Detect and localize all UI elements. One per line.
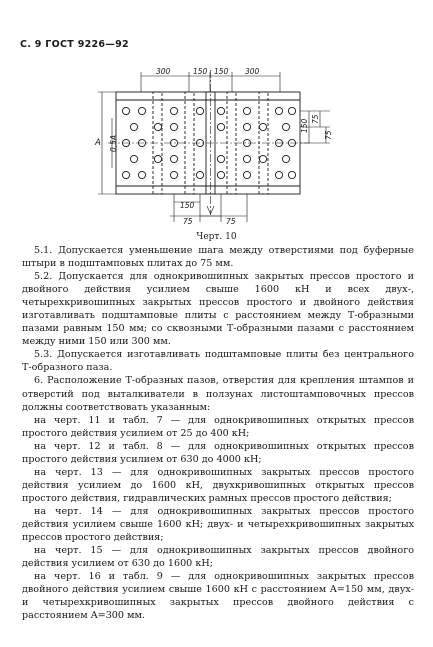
- page-header: С. 9 ГОСТ 9226—92: [20, 39, 129, 50]
- paragraph-5-3: 5.3. Допускается изготавливать подштамповые плиты без центрального Т-образного паза.: [22, 349, 414, 374]
- dim-top-mid-right: 150: [214, 67, 229, 76]
- dim-left-outer: A: [95, 138, 101, 148]
- paragraph-6: 6. Расположение Т-образных пазов, отверстия для крепления штампов и отверстий под выталкиватели в ползунах листоштамповочных прессов должны соответствовать указанным:: [22, 375, 414, 413]
- dim-right-b: 75: [311, 114, 320, 124]
- dim-top-left: 300: [156, 67, 171, 76]
- paragraph-5-2: 5.2. Допускается для однокривошипных закрытых прессов простого и двойного действия усилием свыше 1600 кН и всех двух-, четырехкривошипных закрытых прессов простого и двойного действия изготавливать подштамповые плиты с расстоянием между Т-образными пазами равным 150 мм; со сквозными Т-образными пазами с расстоянием между ними 150 или 300 мм.: [22, 271, 414, 348]
- paragraph-5-1: 5.1. Допускается уменьшение шага между отверстиями под буферные штыри в подштамповых плитах до 75 мм.: [22, 245, 414, 270]
- dim-bottom-right: 75: [226, 217, 236, 226]
- dim-left-inner: 0,5A: [109, 134, 118, 152]
- dim-right-c: 75: [324, 130, 333, 140]
- dim-right-a: 150: [300, 118, 309, 133]
- dim-bottom-top: 150: [180, 201, 195, 210]
- dim-top-right: 300: [245, 67, 260, 76]
- list-item-6: на черт. 16 и табл. 9 — для однокривошипных закрытых прессов двойного действия усилием свыше 1600 кН с расстоянием A=150 мм, двух- и четырехкривошипных закрытых прессов двойного действия с расстоянием A=300 мм.: [22, 571, 414, 622]
- list-item-4: на черт. 14 — для однокривошипных закрытых прессов простого действия усилием свыше 1600 кН; двух- и четырехкривошипных закрытых прессов простого действия;: [22, 505, 414, 544]
- figure-caption: Черт. 10: [196, 232, 237, 242]
- dim-bottom-left: 75: [183, 217, 193, 226]
- list-item-3: на черт. 13 — для однокривошипных закрытых прессов простого действия усилием до 1600 кН, двухкривошипных открытых прессов простого действия, гидравлических рамных прессов простого действия;: [22, 466, 414, 504]
- document-body: [22, 244, 414, 622]
- list-item-2: на черт. 12 и табл. 8 — для однокривошипных открытых прессов простого действия усилием от 630 до 4000 кН;: [22, 440, 414, 465]
- dim-top-mid-left: 150: [193, 67, 208, 76]
- dimension-lines: [98, 72, 330, 222]
- technical-drawing-plate: [0, 0, 433, 250]
- list-item-1: на черт. 11 и табл. 7 — для однокривошипных открытых прессов простого действия усилием от 25 до 400 кН;: [22, 414, 414, 439]
- list-item-5: на черт. 15 — для однокривошипных закрытых прессов двойного действия усилием от 630 до 1600 кН;: [22, 545, 414, 570]
